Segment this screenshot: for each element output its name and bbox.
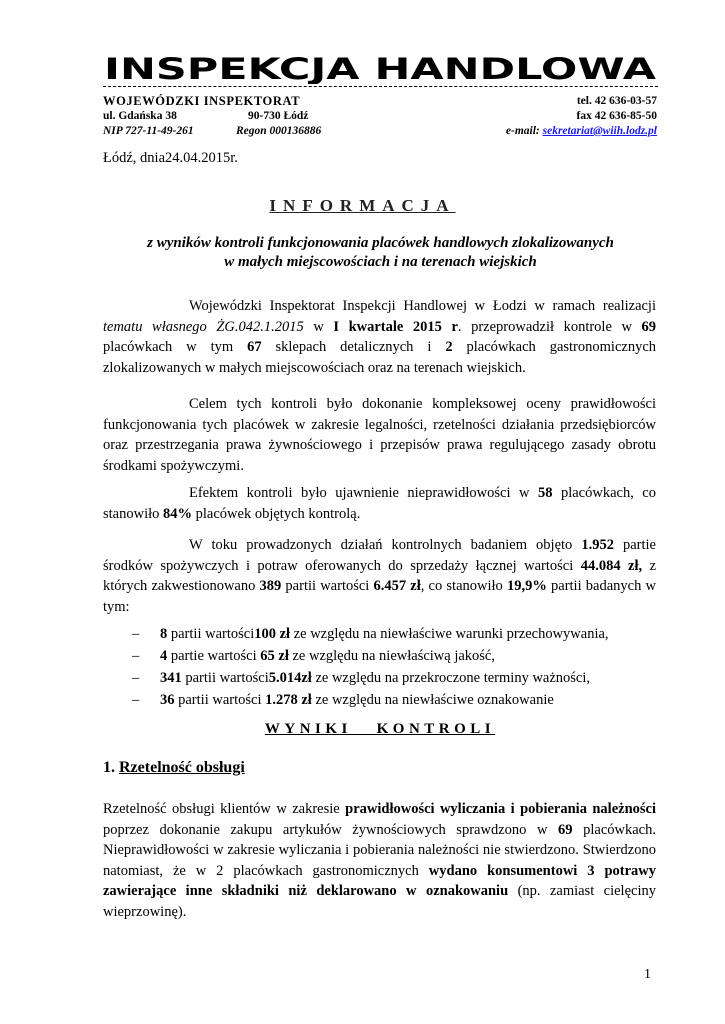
nip: NIP 727-11-49-261 (103, 125, 194, 137)
section-1-heading: 1. Rzetelność obsługi (103, 759, 245, 776)
email-link[interactable]: sekretariat@wiih.lodz.pl (542, 125, 657, 137)
violations-list (132, 623, 652, 711)
paragraph-4: W toku prowadzonych działań kontrolnych badaniem objęto 1.952 partie środków spożywczych i potraw oferowanych do sprzedaży łącznej wartości 44.084 zł, z których zakwestionowano 389 partii wartości 6.457 zł, co stanowiło 19,9% partii badanych w tym: (103, 537, 657, 615)
regon: Regon 000136886 (236, 125, 322, 137)
date-line: Łódź, dnia24.04.2015r. (103, 150, 238, 166)
document-subtitle (103, 234, 658, 272)
header-divider (103, 86, 658, 87)
email-line (506, 124, 657, 138)
subtitle-line-1: z wyników kontroli funkcjonowania placówek handlowych zlokalizowanych (147, 235, 614, 251)
results-heading: WYNIKI KONTROLI (264, 721, 496, 737)
paragraph-3: Efektem kontroli było ujawnienie nieprawidłowości w 58 placówkach, co stanowiło 84% placówek objętych kontrolą. (103, 485, 656, 522)
paragraph-2: Celem tych kontroli było dokonanie kompleksowej oceny prawidłowości funkcjonowania tych placówek w zakresie legalności, rzetelności działania przedsiębiorców oraz przestrzegania prawa żywnościowego i przepisów prawa regulującego zasady obrotu środkami spożywczymi. (103, 396, 656, 474)
list-item: – 36 partii wartości 1.278 zł ze względu na niewłaściwe oznakowanie (132, 692, 554, 708)
subtitle-line-2: w małych miejscowościach i na terenach wiejskich (224, 254, 537, 270)
page-number: 1 (644, 967, 651, 982)
address-street: ul. Gdańska 38 (103, 110, 177, 122)
paragraph-5: Rzetelność obsługi klientów w zakresie prawidłowości wyliczania i pobierania należności poprzez dokonanie zakupu artykułów żywnościowych sprawdzono w 69 placówkach. Nieprawidłowości w zakresie wyliczania i pobierania należności nie stwierdzono. Stwierdzono natomiast, że w 2 placówkach gastronomicznych wydano konsumentowi 3 potrawy zawierające inne składniki niż deklarowano w oznakowaniu (np. zamiast cielęciny wieprzowinę). (103, 801, 656, 920)
list-item: – 8 partii wartości100 zł ze względu na niewłaściwe warunki przechowywania, (132, 626, 609, 642)
address-city: 90-730 Łódź (248, 110, 309, 122)
paragraph-1: Wojewódzki Inspektorat Inspekcji Handlowej w Łodzi w ramach realizacji tematu własnego ŻG.042.1.2015 w I kwartale 2015 r. przeprowadził kontrole w 69 placówkach w tym 67 sklepach detalicznych i 2 placówkach gastronomicznych zlokalizowanych w małych miejscowościach oraz na terenach wiejskich. (103, 298, 657, 376)
list-item: – 341 partii wartości5.014zł ze względu na przekroczone terminy ważności, (132, 670, 591, 686)
telephone: tel. 42 636-03-57 (576, 95, 657, 107)
list-item: – 4 partie wartości 65 zł ze względu na niewłaściwą jakość, (132, 648, 495, 664)
fax: fax 42 636-85-50 (576, 110, 657, 122)
office-name: WOJEWÓDZKI INSPEKTORAT (103, 94, 301, 108)
inspekcja-handlowa-logo (103, 54, 658, 84)
email-label: e-mail: (505, 125, 540, 137)
document-title: INFORMACJA (269, 196, 456, 215)
logo-text: INSPEKCJA HANDLOWA (104, 54, 657, 84)
